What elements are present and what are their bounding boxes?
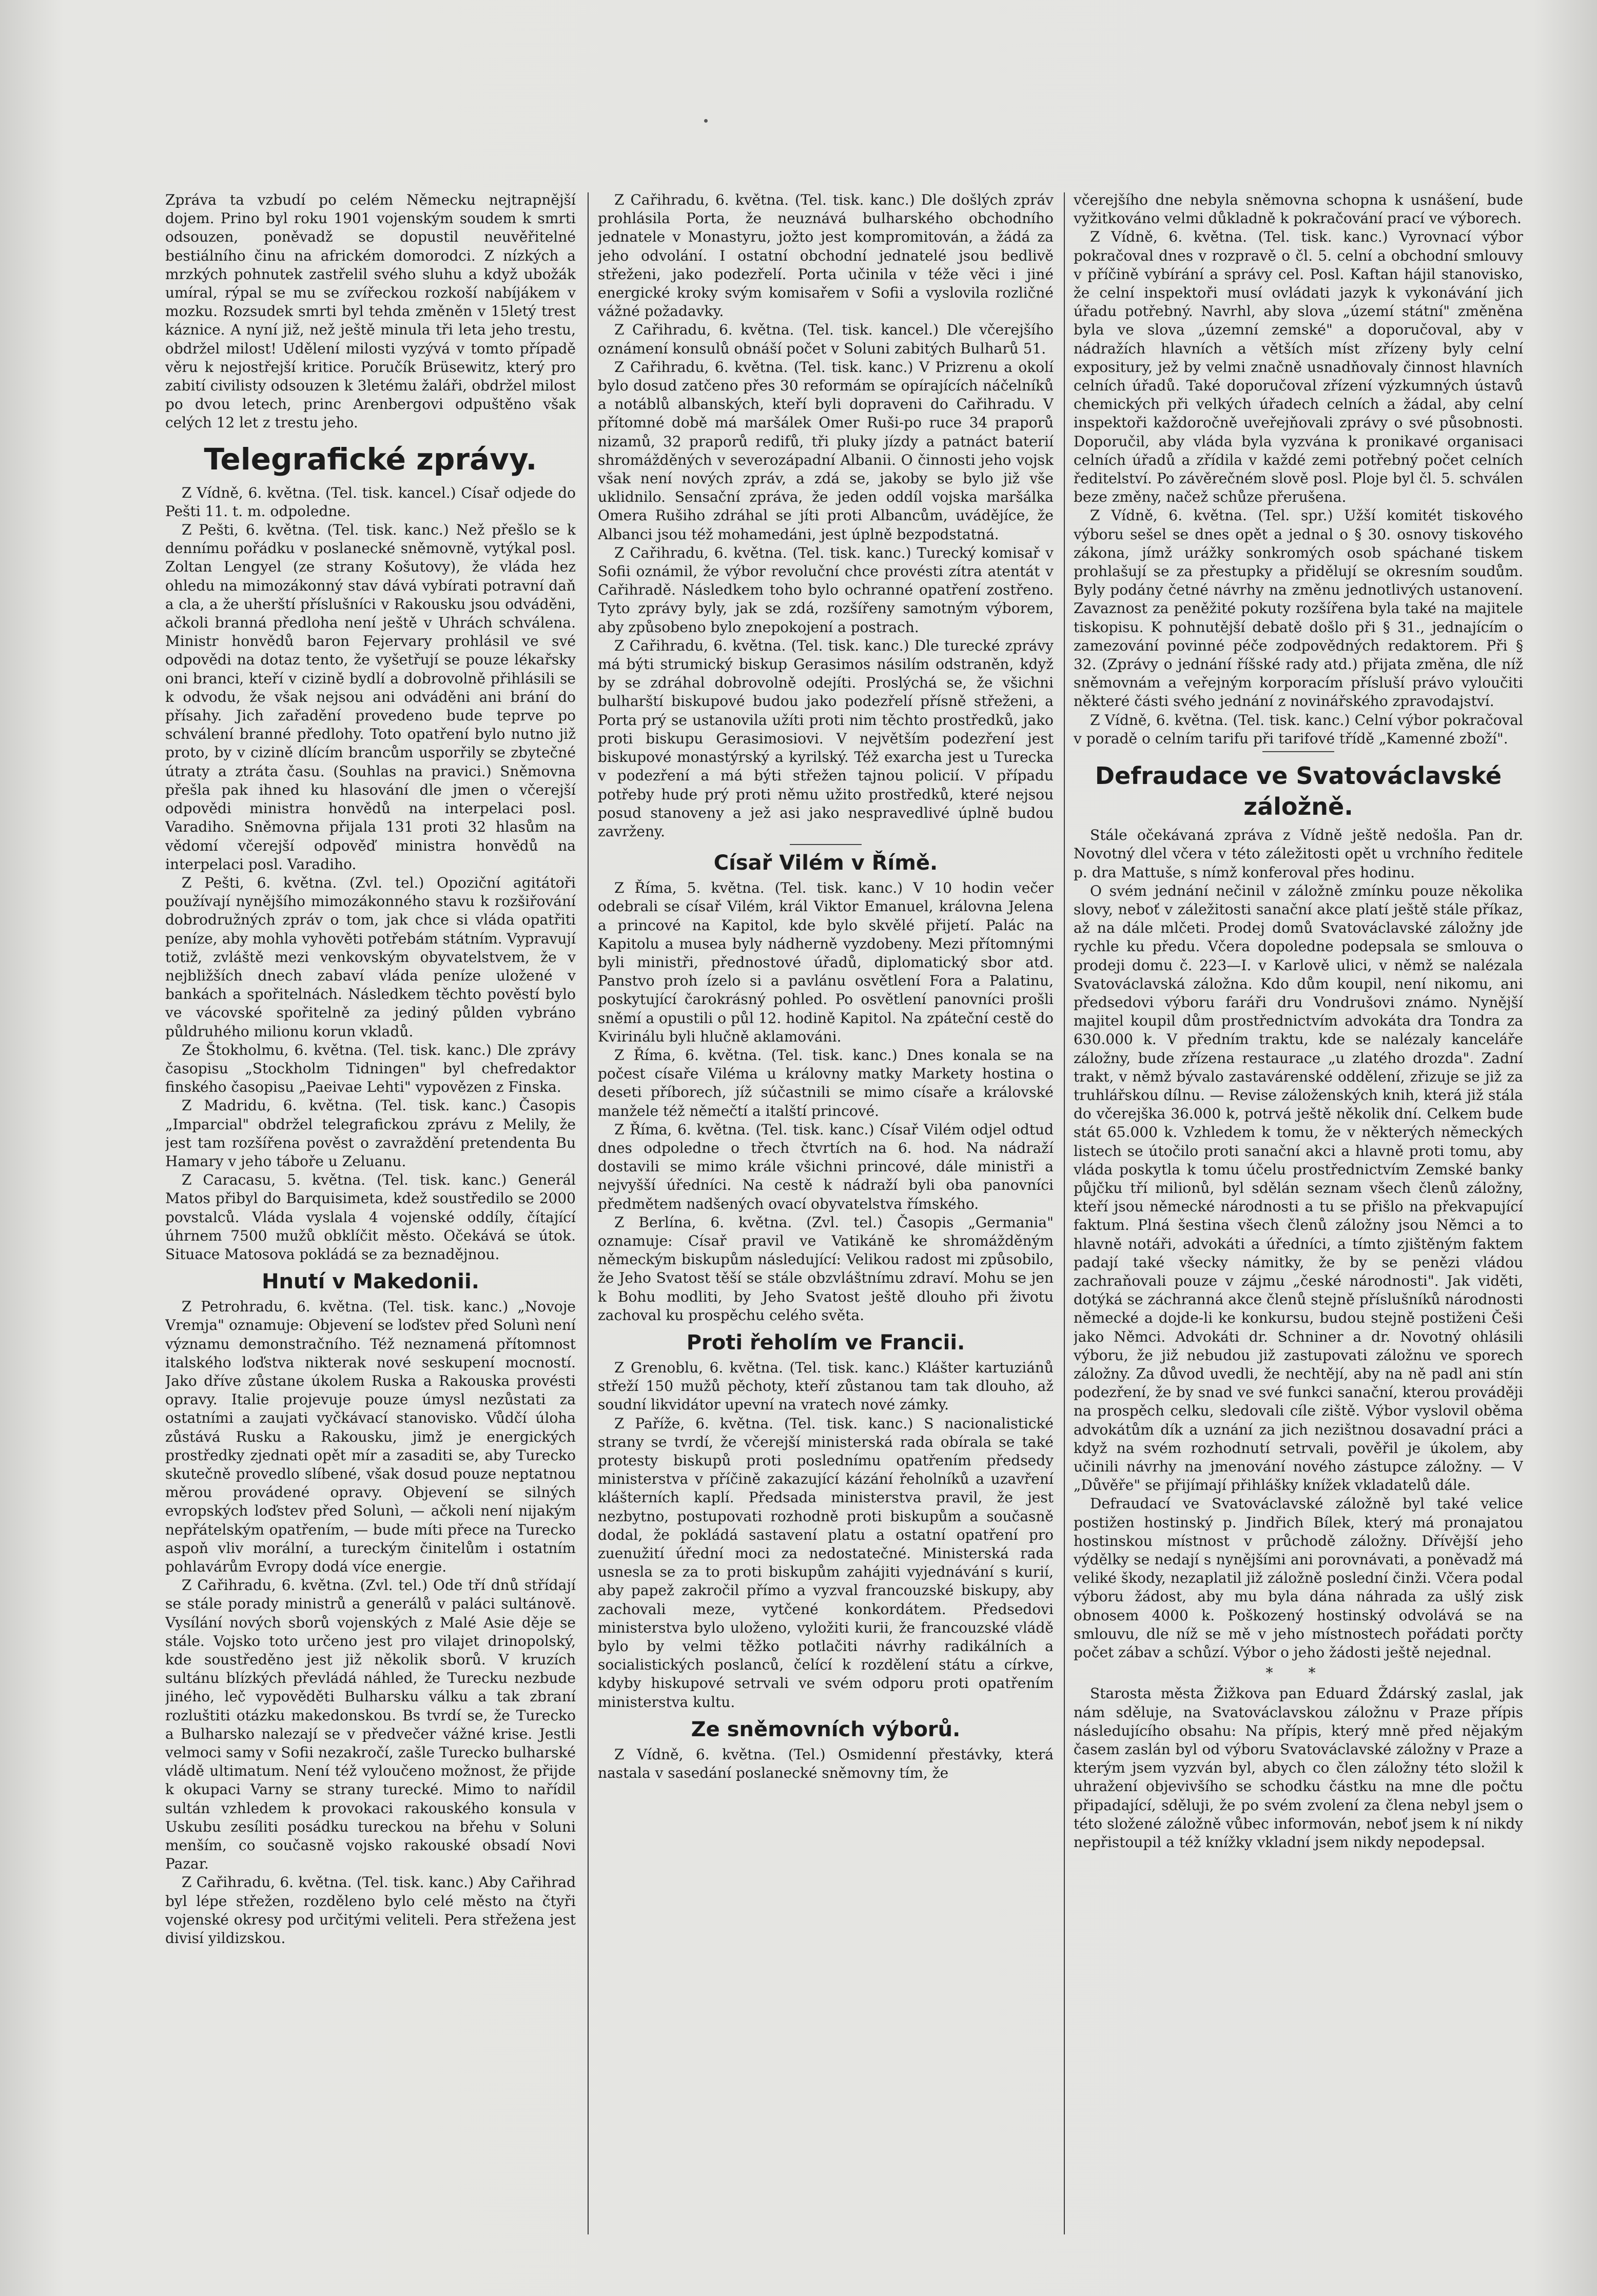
column-divider xyxy=(1064,192,1065,2234)
news-item: Z Cařihradu, 6. května. (Tel. tisk. kanc.) Aby Cařihrad byl lépe střežen, rozděleno bylo celé město na čtyři vojenské okresy pod určitými veliteli. Pera střežena jest divisí yildizskou. xyxy=(165,1874,576,1947)
article-text: O svém jednání nečinil v záložně zmínku pouze několika slovy, neboť v záležitosti sanační akce platí ještě stále příkaz, až na dále mlčeti. Prodej domů Svatováclavské záložny jde rychle ku předu. Včera dopoledne podepsala se smlouva o prodeji domu č. 223—I. v Karlově ulici, v němž se nalézala Svatováclavská záložna. Kdo dům koupil, není nikomu, ani předsedovi výboru faráři dru Vondrušovi známo. Nynější majitel koupil dům prostřednictvím advokáta dra Tondra za 630.000 k. V předním traktu, kde se nalézaly kanceláře záložny, bude zřízena restaurace „u zlatého drozda". Zadní trakt, v němž bývalo zastavárenské oddělení, zřizuje se již za truhlářskou dílnu. — Revise záloženských knih, která již stála do včerejška 36.000 k, potrvá ještě několik dní. Celkem bude stát 65.000 k. Vzhledem k tomu, že v některých německých listech se útočilo proti sanační akci a hlavně proti tomu, aby vláda poskytla k tomu účelu prostřednictvím Zemské banky půjčku tří milionů, byl sdělán seznam všech členů záložny, kteří jsou německé národnosti a tu se přišlo na překvapující faktum. Plná šestina všech členů záložny jsou Němci a to hlavně notáři, advokáti a úředníci, a tímto zjištěným faktem padají také všecky námitky, že by se penězi vládou zachraňovali pouze v zájmu „české národnosti". Jak viděti, dotýká se záchranná akce členů stejně příslušníků národnosti německé a dojde-li ke konkursu, budou stejně postiženi Češi jako Němci. Advokáti dr. Schniner a dr. Novotný ohlásili výboru, že již nebudou již zastupovati záložnu ve sporech záložny. Za důvod uvedli, že nechtějí, aby na ně padl ani stín podezření, že by snad ve své funkci sanační, kterou prováději na prospěch celku, sledovali cíle ziště. Výbor vyslovil oběma advokátům dík a uznání za jich nezištnou dosavadní práci a když na svém rozhodnutí setrvali, pověřil je úkolem, aby učinili návrhy na jmenování nového zástupce záložny. — V „Důvěře" se přijímají přihlášky knížek vkladatelů dále. xyxy=(1074,882,1523,1494)
news-item: Z Vídně, 6. května. (Tel. tisk. kanc.) Vyrovnací výbor pokračoval dnes v rozpravě o čl. 5. celní a obchodní smlouvy v příčině vybírání a správy cel. Posl. Kaftan hájil stanovisko, že celní inspektoři musí ovládati jazyk k vykonávání jich úřadu potřebný. Navrhl, aby slova „území státní" změněna byla ve slova „územní zemské" a doporučoval, aby v nádražích hlavních a větších míst zřízeny byly celní expositury, jež by velmi značně usnadňovaly činnost hlavních celních úřadů. Také doporučoval zřízení výzkumných ústavů chemických při velkých úřadech celních a žádal, aby celní inspektoři každoročně uveřejňovali zprávy o své působnosti. Doporučil, aby vláda byla vyzvána k pronikavé organisaci celních úřadů a zřídila v každé zemi potřebný počet celních ředitelství. Po závěrečném slově posl. Ploje byl čl. 5. schválen beze změny, načež schůze přerušena. xyxy=(1074,228,1523,506)
section-heading-snem: Ze sněmovních výborů. xyxy=(691,1717,961,1741)
news-item: včerejšího dne nebyla sněmovna schopna k usnášení, bude vyžitkováno velmi důkladně k pokračování prací ve výborech. xyxy=(1074,191,1523,227)
article-text: Starosta města Žižkova pan Eduard Ždárský zaslal, jak nám sděluje, na Svatováclavskou záložnu v Praze přípis následujícího obsahu: Na přípis, který mně před nějakým časem zaslán byl od výboru Svatováclavské záložny v Praze a kterým jsem vyzván byl, abych co člen záložny této složil k uhražení objevivšího se schodku částku na mne dle počtu připadající, sděluji, že po svém zvolení za člena nebyl jsem o této složené záložně vůbec informován, neboť jsem k ní nikdy nepřistoupil a též knížky vkladní jsem nikdy nepodepsal. xyxy=(1074,1685,1523,1851)
news-item: Z Caracasu, 5. května. (Tel. tisk. kanc.) Generál Matos přibyl do Barquisimeta, kdež soustředilo se 2000 povstalců. Vláda vyslala 4 vojenské oddíly, čítající úhrnem 7500 mužů obklíčit město. Očekává se útok. Situace Matosova pokládá se za beznadějnou. xyxy=(165,1171,576,1263)
news-item: Z Říma, 5. května. (Tel. tisk. kanc.) V 10 hodin večer odebrali se císař Vilém, král Viktor Emanuel, královna Jelena a princové na Kapitol, kde bylo skvělé přijetí. Palác na Kapitolu a musea byly nádherně vyzdobeny. Mezi přítomnými byli ministři, přednostové úřadů, diplomatický sbor atd. Panstvo proh ízelo si a pavlánu osvětlení Fora a Palatinu, poskytující čarokrásný pohled. Po osvětlení panovníci prošli sněmí a opustili o půl 12. hodině Kapitol. Na zpáteční cestě do Kvirinálu byli hlučně aklamováni. xyxy=(598,879,1054,1045)
news-item: Z Grenoblu, 6. května. (Tel. tisk. kanc.) Klášter kartuziánů střeží 150 mužů pěchoty, kteří zůstanou tam tak dlouho, až soudní likvidátor upevní na vratech nové zámky. xyxy=(598,1359,1054,1414)
news-item: Z Cařihradu, 6. května. (Tel. tisk. kanc.) Dle turecké zprávy má býti strumický biskup Gerasimos násilím odstraněn, když by se zdráhal dobrovolně odejíti. Proslýchá se, že všichni bulharští biskupové budou jako podezřelí přísně střeženi, a Porta prý se ustanovila užíti proti nim těchto prostředků, jako proti biskupu Gerasimosiovi. V největším podezření jest biskupové monastýrský a kyrilský. Též exarcha jest u Turecka v podezření a má býti střežen tajnou policií. V případu potřeby hude prý proti němu užito prostředků, které nejsou posud stanoveny a jež asi jako nespravedlivé úplně budou zavrženy. xyxy=(598,637,1054,840)
news-item: Z Pešti, 6. května. (Zvl. tel.) Opoziční agitátoři používají nynějšího mimozákonného stavu k rozšiřování dobrodružných zpráv o tom, jak chce si vláda opatřiti peníze, aby mohla vyhověti potřebám státním. Vypravují totiž, zvláště mezi venkovským obyvatelstvem, že v nejbližších dnech zabaví vláda peníze uložené v bankách a spořitelnách. Následkem těchto pověstí bylo ve vácovské spořitelně za jediný půlden vybráno půldruhého milionu korun vkladů. xyxy=(165,874,576,1040)
section-heading-reholim: Proti řeholím ve Francii. xyxy=(686,1330,965,1355)
news-item: Z Petrohradu, 6. května. (Tel. tisk. kanc.) „Novoje Vremja" oznamuje: Objevení se loďstev před Solunì není významu demonstračního. Též neznamená přítomnost italského loďstva nikterak nové seskupení mocností. Jako dříve zůstane úkolem Ruska a Rakouska provésti opravy. Italie projevuje pouze úmysl nezůstati za ostatními a zaujati vyčkávací stanovisko. Vůdčí úloha zůstává Rusku a Rakousku, jimž je energických prostředky zjednati opět mír a zasaditi se, aby Turecko skutečně provedlo slíbené, však dosud pouze neptatnou měrou provádené opravy. Objevení se silných evropských loďstev před Solunì, — ačkoli není nijakým nepřátelským opatřením, — bude míti přece na Turecko aspoň vliv morální, a tureckým činitelům i ostatním pohlavárům Evropy dodá více energie. xyxy=(165,1298,576,1576)
news-item: Z Cařihradu, 6. května. (Tel. tisk. kanc.) Dle došlých zpráv prohlásila Porta, že neuznává bulharského obchodního jednatele v Monastyru, jožto jest kompromitován, a žádá za jeho odvolání. I ostatní obchodní jednatelé jsou bedlivě střeženi, jako podezřelí. Porta učinila v téže věci i jiné energické kroky svým komisařem v Sofii a vyslovila rozličné vážné požadavky. xyxy=(598,191,1054,320)
news-item: Z Paříže, 6. května. (Tel. tisk. kanc.) S nacionalistické strany se tvrdí, že včerejší ministerská rada obírala se také protesty biskupů proti poslednímu opatřením předsedy ministerstva v příčině zakazující kázání řeholníků a uzavření klášterních kaplí. Předsada ministerstva pravil, že jest nezbytno, postupovati rozhodně proti biskupům a současně dodal, že pokládá sastavení platu a ostatní opatření pro zuenužití úřední moci za nedostatečné. Ministerská rada usnesla se za to proti biskupům zahájiti vyjednávání s kurií, aby papež zakročil přímo a vyzval francouzské biskupy, aby zachovali meze, vytčené konkordátem. Předsedovi ministerstva bylo uloženo, vyložiti kurii, že francouzské vládě bylo by velmi těžko potlačiti návrhy radikálních a socialistických poslanců, čelící k rozdělení státu a církve, kdyby hiskupové setrvali ve svém odporu proti opatřením ministerstva kultu. xyxy=(598,1415,1054,1711)
news-item: Z Vídně, 6. května. (Tel. spr.) Užší komitét tiskového výboru sešel se dnes opět a jednal o § 30. osnovy tiskového zákona, jímž urážky sonkromých osob spáchané tiskem prohlašují se za přestupky a přidělují se okresním soudům. Byly podány četné návrhy na změnu jednotlivých ustanovení. Zavaznost za peněžité pokuty rozšířena byla také na majitele tiskopisu. K pohnutější debatě došlo při § 31., jednajícím o zamezování povinné péče zodpovědných redaktorem. Při § 32. (Zprávy o jednání říšské rady atd.) přijata změna, dle níž sněmovnám a veřejným korporacím přísluší právo vyloučiti některé části svého jednání z novinářského zpravodajství. xyxy=(1074,507,1523,710)
print-speck xyxy=(704,119,708,123)
news-item: Z Berlína, 6. května. (Zvl. tel.) Časopis „Germania" oznamuje: Císař pravil ve Vatikáně ke shromážděným německým biskupům následující: Velikou radost mi způsobilo, že Jeho Svatost těší se stále obzvláštnímu zdraví. Mohu se jen k Bohu modliti, by Jeho Svatost ještě dlouho při životu zachoval ku prospěchu celého světa. xyxy=(598,1213,1054,1324)
news-item: Z Vídně, 6. května. (Tel.) Osmidenní přestávky, která nastala v sasedání poslanecké sněmovny tím, že xyxy=(598,1745,1054,1782)
news-item: Z Vídně, 6. května. (Tel. tisk. kancel.) Císař odjede do Pešti 11. t. m. odpoledne. xyxy=(165,484,576,520)
divider xyxy=(1262,751,1334,752)
news-item: Z Říma, 6. května. (Tel. tisk. kanc.) Dnes konala se na počest císaře Viléma u královny matky Markety hostina o deseti příborech, jíž súčastnili se mimo císaře a královské manžele též němečtí a italští princové. xyxy=(598,1046,1054,1120)
news-item: Z Cařihradu, 6. května. (Tel. tisk. kanc.) Turecký komisař v Sofii oznámil, že výbor revoluční chce provésti zítra atentát v Cařihradě. Následkem toho bylo ochranné opatření zostřeno. Tyto zprávy byly, jak se zdá, rozšířeny samotným výborem, aby způsobeno bylo znepokojení a postrach. xyxy=(598,544,1054,636)
section-heading-defraudace: Defraudace ve Svatováclavské záložně. xyxy=(1095,762,1502,821)
article-text: Zpráva ta vzbudí po celém Německu nejtrapnější dojem. Prino byl roku 1901 vojenským soudem k smrti odsouzen, poněvadž se dopustil neuvěřitelné bestiálního činu na africkém domorodci. Z nízkých a mrzkých pohnutek zastřelil svého sluhu a když ubožák umíral, rýpal se mu se zvířeckou rozkoší nabíjákem v mozku. Rozsudek smrti byl tehda změněn v 15letý trest káznice. A nyní již, než ještě minula tři leta jeho trestu, obdržel milost! Udělení milosti vyzývá v tomto případě věru k nejostřejší kritice. Poručík Brüsewitz, který pro zabití civilisty odsouzen k 3letému žaláři, obdržel milost po dvou letech, princ Arenbergovi odpuštěno však celých 12 let z trestu jeho. xyxy=(165,191,576,431)
column-1 xyxy=(165,191,576,2238)
news-item: Ze Štokholmu, 6. května. (Tel. tisk. kanc.) Dle zprávy časopisu „Stockholm Tidningen" byl chefredaktor finského časopisu „Paeivae Lehti" vypovězen z Finska. xyxy=(165,1041,576,1096)
section-heading-makedonie: Hnutí v Makedonii. xyxy=(262,1270,479,1294)
column-2 xyxy=(598,191,1054,2238)
column-3 xyxy=(1074,191,1523,2238)
news-item: Z Cařihradu, 6. května. (Tel. tisk. kancel.) Dle včerejšího oznámení konsulů obnáší počet v Soluni zabitých Bulharů 51. xyxy=(598,321,1054,357)
news-item: Z Říma, 6. května. (Tel. tisk. kanc.) Císař Vilém odjel odtud dnes odpoledne o třech čtvrtích na 6. hod. Na nádraží dostavili se mimo krále všichni princové, dále ministři a nejvyšší úředníci. Na cestě k nádraží byli oba panovníci předmětem nadšených ovací obyvatelstva římského. xyxy=(598,1121,1054,1212)
news-item: Z Cařihradu, 6. května. (Zvl. tel.) Ode tří dnů střídají se stále porady ministrů a generálů v paláci sultánově. Vysílání nových sborů vojenských z Malé Asie děje se stále. Vojsko toto určeno jest pro vilajet drinopolský, kde soustředěno jest již několik sborů. V kruzích sultánu blízkých převládá náhled, že Turecku nezbude jiného, leč vypověděti Bulharsku válku a tak zbraní rozluštiti otázku makedonskou. Bs tvrdí se, že Turecko a Bulharsko nalezají se v předvečer vážné krise. Jestli velmoci samy v Sofii nezakročí, zašle Turecko bulharské vládě ultimatum. Není též vyloučeno možnost, že přijde k okupaci Varny se strany turecké. Mimo to nařídil sultán vzhledem k provokaci rakouského konsula v Uskubu zesíliti posádku tureckou na břehu v Soluni menším, co současně vojsko rakouské obsadí Novi Pazar. xyxy=(165,1577,576,1873)
news-item: Z Vídně, 6. května. (Tel. tisk. kanc.) Celní výbor pokračoval v poradě o celním tarifu při tarifové třídě „Kamenné zboží". xyxy=(1074,711,1523,747)
news-item: Z Cařihradu, 6. května. (Tel. tisk. kanc.) V Prizrenu a okolí bylo dosud zatčeno přes 30 reformám se opírajících náčelníků a notáblů albanských, kteří byli dopraveni do Cařihradu. V přítomné době má maršálek Omer Ruši-po ruce 34 praporů nizamů, 32 praporů redifů, tři pluky jízdy a patnáct baterií shromážděných v severozápadní Albanii. O činnosti jeho vojsk však není nových zpráv, a zdá se, jakoby se bylo již vše uklidnilo. Sensační zpráva, že jeden oddíl vojska maršálka Omera Rušiho zdráhal se jíti proti Albancům, uvádějíce, že Albanci jsou též mohamedáni, jest úplně bezpodstatná. xyxy=(598,358,1054,543)
article-text: Defraudací ve Svatováclavské záložně byl také velice postižen hostinský p. Jindřich Bílek, který má pronajatou hostinskou místnost v průchodě záložny. Dřívější jeho výdělky se nedají s nynějšími ani porovnávati, a poněvadž má veliké škody, nezaplatil již záložně poslední činži. Včera podal výboru žádost, aby mu byla dána náhrada za ušlý zisk obnosem 4000 k. Poškozený hostinský odvolává se na smlouvu, dle níž se mě v jeho místnostech pořádati porčty počet zábav a schůzí. Výbor o jeho žádosti ještě nejednal. xyxy=(1074,1495,1523,1661)
separator-stars: * * xyxy=(1265,1664,1331,1682)
section-heading-telegraf: Telegrafické zprávy. xyxy=(204,441,537,477)
column-divider xyxy=(588,192,589,2234)
news-item: Z Madridu, 6. května. (Tel. tisk. kanc.) Časopis „Imparcial" obdržel telegrafickou zprávu z Melily, že jest tam rozšířena pověst o zavraždění pretendenta Bu Hamary v jeho táboře u Zeluanu. xyxy=(165,1097,576,1170)
section-heading-vilem: Císař Vilém v Římě. xyxy=(713,851,938,875)
article-text: Stále očekávaná zpráva z Vídně ještě nedošla. Pan dr. Novotný dlel včera v této záležitosti opět u vrchního ředitele p. dra Mattuše, s nímž konferoval přes hodinu. xyxy=(1074,827,1523,881)
divider xyxy=(790,844,862,845)
news-item: Z Pešti, 6. května. (Tel. tisk. kanc.) Než přešlo se k dennímu pořádku v poslanecké sněmovně, vytýkal posl. Zoltan Lengyel (ze strany Košutovy), že vláda hez ohledu na mimozákonný stav dává vybírati potravní daň a cla, a že uherští příslušníci v Rakousku jsou odváděni, ačkoli branná předloha není ještě v Uhrách schválena. Ministr honvědů baron Fejervary prohlásil ve své odpovědi na dotaz tento, že vyšetřují se pouze lékařsky oni branci, kteří v cizině bydlí a dobrovolně přihlásili se k odvodu, že však nejsou ani odváděni ani brání do přísahy. Jich zařadění provedeno bude teprve po schválení branné předlohy. Toto opatření bylo nutno již proto, by v cizině dlícím brancům usporřily se zbytečné útraty a ztráta času. (Souhlas na pravici.) Sněmovna přešla pak ihned ku hlasování dle jmen o včerejší odpovědi ministra honvědů na interpelaci posl. Varadiho. Sněmovna přijala 131 proti 32 hlasům na vědomí včerejší odpověď ministra honvědů na interpelaci posl. Varadiho. xyxy=(165,521,576,873)
